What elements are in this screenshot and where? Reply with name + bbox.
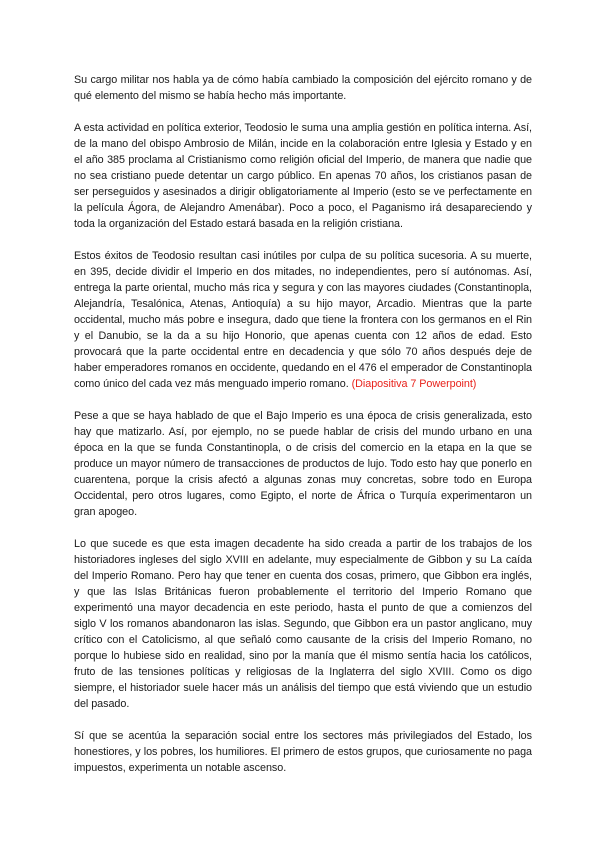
body-text	[74, 72, 532, 792]
paragraph-social-separation	[74, 728, 532, 776]
paragraph-internal-policy	[74, 120, 532, 232]
paragraph-text: A esta actividad en política exterior, Teodosio le suma una amplia gestión en política interna. Así, de la mano del obispo Ambrosio de Milán, incide en la colaboración entre Iglesia y Estado y en el año 385 proclama al Cristianismo como religión oficial del Imperio, de manera que nadie que no sea cristiano puede detentar un cargo público. En apenas 70 años, los cristianos pasan de ser perseguidos y asesinados a dirigir obligatoriamente al Imperio (esto se ve perfectamente en la película Ágora, de Alejandro Amenábar). Poco a poco, el Paganismo irá desapareciendo y toda la organización del Estado estará basada en la religión cristiana.	[74, 122, 532, 230]
paragraph-text: Pese a que se haya hablado de que el Bajo Imperio es una época de crisis generalizada, esto hay que matizarlo. Así, por ejemplo, no se puede hablar de crisis del mundo urbano en una época en la que se funda Constantinopla, o de crisis del comercio en la etapa en la que se produce un mayor número de transacciones de productos de lujo. Todo esto hay que ponerlo en cuarentena, porque la crisis afectó a algunas zonas muy concretas, sobre todo en Europa Occidental, pero otros lugares, como Egipto, el norte de África o Turquía experimentaron un gran apogeo.	[74, 410, 532, 518]
paragraph-text: Lo que sucede es que esta imagen decadente ha sido creada a partir de los trabajos de los historiadores ingleses del siglo XVIII en adelante, muy especialmente de Gibbon y su La caída del Imperio Romano. Pero hay que tener en cuenta dos cosas, primero, que Gibbon era inglés, y que las Islas Británicas fueron probablemente el territorio del Imperio Romano que experimentó una mayor decadencia en este periodo, hasta el punto de que a comienzos del siglo V los romanos abandonaron las islas. Segundo, que Gibbon era un pastor anglicano, muy crítico con el Catolicismo, al que señaló como causante de la crisis del Imperio Romano, no porque lo hubiese sido en realidad, sino por la manía que él mismo sentía hacia los católicos, fruto de las tensiones políticas y religiosas de la Inglaterra del siglo XVIII. Como os digo siempre, el historiador suele hacer más un análisis del tiempo que está viviendo que un estudio del pasado.	[74, 538, 532, 710]
slide-reference-note: (Diapositiva 7 Powerpoint)	[351, 378, 477, 390]
paragraph-succession	[74, 248, 532, 392]
paragraph-text: Su cargo militar nos habla ya de cómo había cambiado la composición del ejército romano y de qué elemento del mismo se había hecho más importante.	[74, 74, 532, 102]
paragraph-crisis-nuance	[74, 408, 532, 520]
paragraph-text: Sí que se acentúa la separación social entre los sectores más privilegiados del Estado, los honestiores, y los pobres, los humiliores. El primero de estos grupos, que curiosamente no paga impuestos, experimenta un notable ascenso.	[74, 730, 532, 774]
paragraph-gibbon	[74, 536, 532, 712]
paragraph-text: Estos éxitos de Teodosio resultan casi inútiles por culpa de su política sucesoria. A su muerte, en 395, decide dividir el Imperio en dos mitades, no independientes, pero sí autónomas. Así, entrega la parte oriental, mucho más rica y segura y con las mayores ciudades (Constantinopla, Alejandría, Tesalónica, Atenas, Antioquía) a su hijo mayor, Arcadio. Mientras que la parte occidental, mucho más pobre e insegura, dado que tiene la frontera con los germanos en el Rin y el Danubio, se la da a su hijo Honorio, que apenas cuenta con 12 años de edad. Esto provocará que la parte occidental entre en decadencia y que sólo 70 años después deje de haber emperadores romanos en occidente, quedando en el 476 el emperador de Constantinopla como único del cada vez más menguado imperio romano.	[74, 250, 532, 390]
paragraph-military-role	[74, 72, 532, 104]
